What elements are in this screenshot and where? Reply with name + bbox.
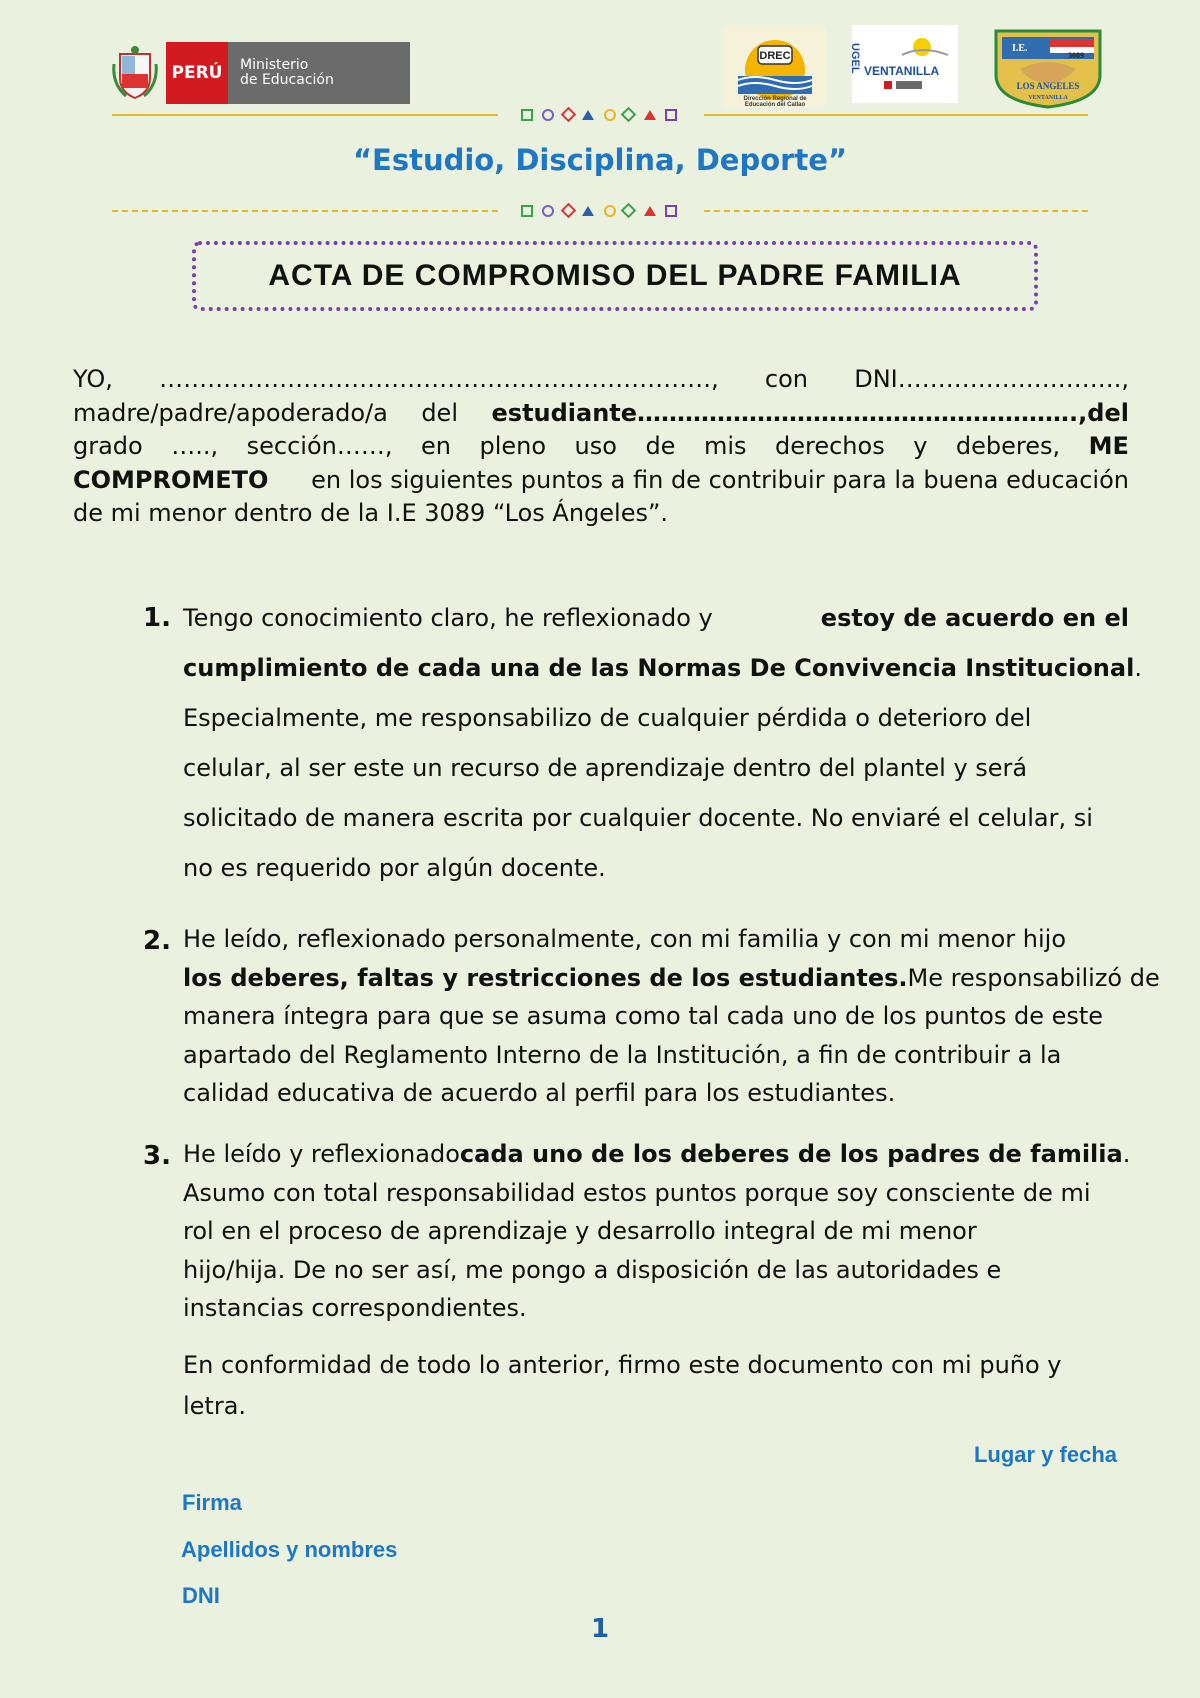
shapes-ornament-icon — [520, 108, 684, 122]
closing-line: En conformidad de todo lo anterior, firmo este documento con mi puño y — [183, 1351, 1062, 1379]
item-line — [183, 593, 1129, 643]
intro-text: madre/padre/apoderado/a — [73, 398, 388, 427]
item-line: instancias correspondientes. — [183, 1294, 527, 1322]
intro-text: de — [645, 432, 676, 460]
school-motto: “Estudio, Disciplina, Deporte” — [352, 143, 848, 177]
item-line — [183, 643, 1142, 693]
item-text: . — [1134, 654, 1142, 682]
document-title — [192, 241, 1038, 311]
place-date-label: Lugar y fecha — [973, 1442, 1117, 1467]
school-crest-name: LOS ANGELES — [1016, 81, 1080, 91]
item-text: Me responsabilizó de — [907, 963, 1160, 992]
intro-text: en — [420, 432, 451, 460]
school-crest-logo — [990, 25, 1106, 109]
intro-text: derechos — [775, 432, 885, 460]
intro-text: con — [764, 365, 809, 393]
drec-subtitle-1: Dirección Regional de — [743, 96, 807, 102]
drec-logo — [724, 26, 826, 108]
page-number: 1 — [590, 1614, 610, 1644]
item-line: Especialmente, me responsabilizo de cualquier pérdida o deterioro del — [183, 704, 1032, 732]
closing-line: letra. — [183, 1392, 247, 1420]
intro-bold-text: ME — [1088, 432, 1129, 460]
item-bold-text: los deberes, faltas y restricciones de los estudiantes. — [183, 963, 908, 992]
intro-line-2 — [73, 397, 1129, 431]
full-name-label: Apellidos y nombres — [181, 1537, 398, 1562]
drec-label: DREC — [759, 50, 791, 62]
intro-text: deberes, — [955, 432, 1061, 460]
school-crest-ie: I.E. — [1012, 43, 1028, 54]
item-number: 1. — [143, 603, 171, 633]
intro-line-5: de mi menor dentro de la I.E 3089 “Los Ángeles”. — [73, 499, 669, 527]
intro-paragraph — [73, 363, 1129, 531]
name-blank: ……………………………………………………………, — [159, 365, 719, 393]
drec-sun-icon — [724, 26, 826, 108]
intro-text: YO, — [73, 365, 113, 393]
intro-line-1 — [73, 363, 1129, 397]
school-crest-number: 3089 — [1068, 51, 1084, 60]
intro-text: pleno — [479, 432, 547, 460]
shapes-ornament-icon — [520, 204, 684, 218]
item-line: no es requerido por algún docente. — [183, 854, 606, 882]
intro-text: uso — [574, 432, 617, 460]
peru-coat-of-arms-icon — [112, 44, 158, 102]
item-line — [183, 1135, 1131, 1174]
document-title-text: ACTA DE COMPROMISO DEL PADRE FAMILIA — [268, 259, 962, 292]
item-line: apartado del Reglamento Interno de la Institución, a fin de contribuir a la — [183, 1040, 1062, 1069]
ugel-sun-icon — [913, 38, 931, 56]
item-line: manera íntegra para que se asuma como tal cada uno de los puntos de este — [183, 1002, 1104, 1030]
ministry-logo — [112, 42, 410, 104]
item-bold-text: cumplimiento de cada una de las Normas De Convivencia Institucional — [183, 654, 1135, 682]
ministry-line-1: Ministerio — [240, 57, 309, 73]
ornament-divider-bottom — [112, 204, 1088, 218]
item-line — [183, 959, 1160, 998]
intro-text: en los siguientes puntos a fin de contribuir para la buena educación — [311, 465, 1129, 494]
ministry-line-2: de Educación — [240, 72, 334, 88]
ugel-label: VENTANILLA — [864, 64, 940, 78]
drec-subtitle-2: Educación del Callao — [744, 102, 806, 108]
item-number: 2. — [143, 926, 171, 956]
student-blank: estudiante……………………………………………….,del — [491, 398, 1129, 427]
item-text: . — [1122, 1140, 1131, 1168]
item-bold-text: estoy de acuerdo en el — [820, 604, 1129, 632]
school-crest-place: VENTANILLA — [1028, 95, 1068, 101]
dni-label: DNI — [182, 1583, 220, 1608]
ministry-label — [228, 42, 410, 104]
section-blank: sección……, — [246, 432, 393, 460]
peru-label: PERÚ — [166, 42, 228, 104]
intro-text: y — [913, 432, 928, 460]
item-line: He leído, reflexionado personalmente, con mi familia y con mi menor hijo — [183, 925, 1066, 953]
intro-line-4 — [73, 464, 1129, 498]
intro-text: mis — [703, 432, 747, 460]
item-line: Asumo con total responsabilidad estos puntos porque soy consciente de mi — [183, 1178, 1091, 1207]
ugel-logo — [849, 25, 958, 103]
ugel-letters: UGEL — [849, 43, 861, 74]
item-text: He leído y reflexionado — [183, 1140, 460, 1168]
intro-line-3 — [73, 430, 1129, 464]
intro-bold-text: COMPROMETO — [73, 465, 269, 494]
item-line: celular, al ser este un recurso de aprendizaje dentro del plantel y será — [183, 754, 1028, 782]
item-line: calidad educativa de acuerdo al perfil para los estudiantes. — [183, 1079, 896, 1107]
intro-text: del — [421, 398, 458, 427]
item-line: rol en el proceso de aprendizaje y desarrollo integral de mi menor — [183, 1217, 977, 1245]
signature-label: Firma — [182, 1490, 242, 1515]
dni-blank: DNI………………………., — [854, 365, 1129, 393]
item-line: hijo/hija. De no ser así, me pongo a disposición de las autoridades e — [183, 1255, 1002, 1284]
grade-blank: ….., — [171, 432, 219, 460]
intro-text: grado — [73, 432, 143, 460]
item-text: Tengo conocimiento claro, he reflexionado y — [183, 604, 713, 632]
item-line: solicitado de manera escrita por cualquier docente. No enviaré el celular, si — [183, 804, 1093, 832]
item-number: 3. — [143, 1141, 171, 1171]
ornament-divider-top — [112, 108, 1088, 122]
item-bold-text: cada uno de los deberes de los padres de familia — [459, 1140, 1123, 1168]
